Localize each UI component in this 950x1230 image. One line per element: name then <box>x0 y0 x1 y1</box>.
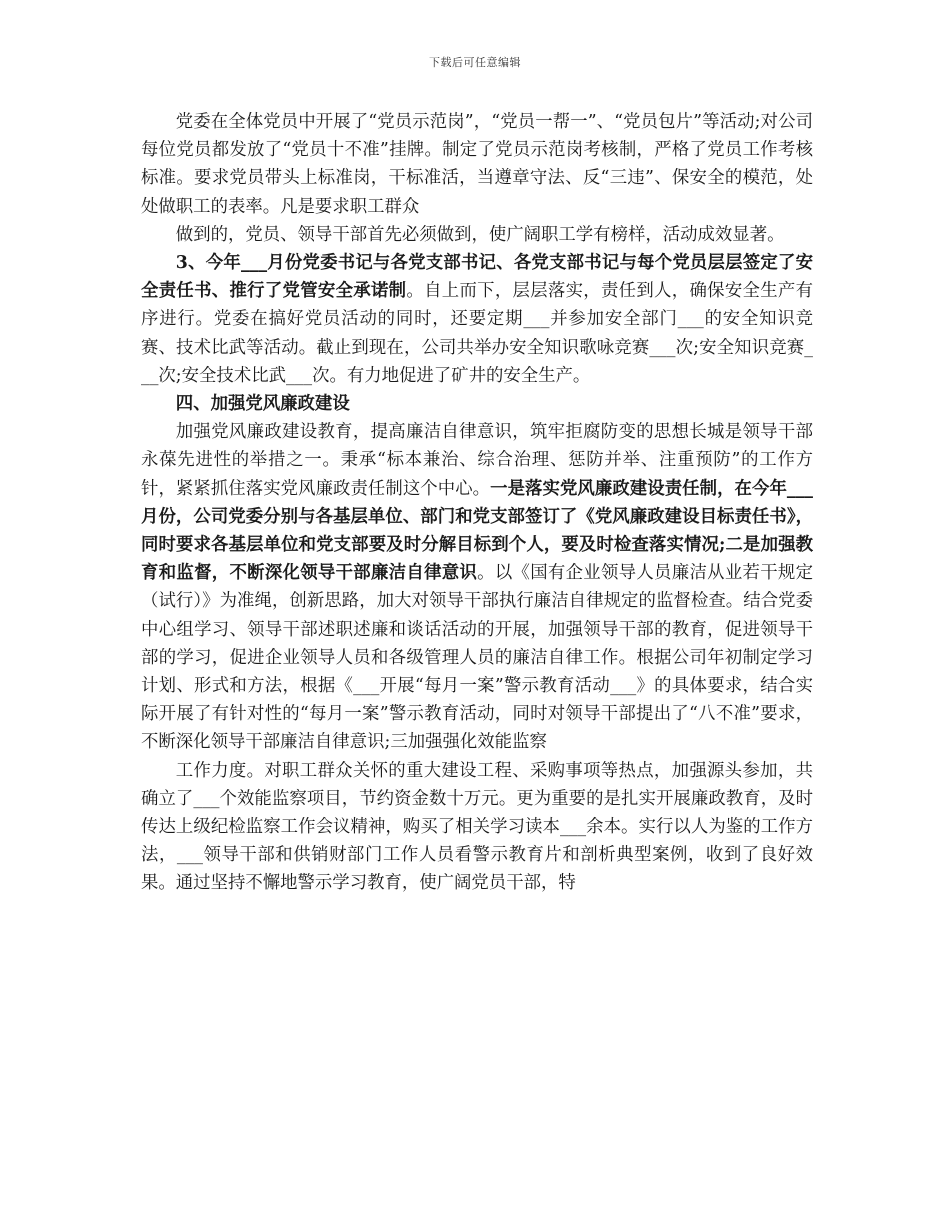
paragraph-bold-text: 3、今年___月份党委书记与各党支部书记、各党支部书记与每个党员层层签定了安全责任书、推行了党管安全承诺制 <box>141 253 813 302</box>
paragraph-efficiency-supervision <box>141 757 813 898</box>
section-heading-integrity <box>141 390 813 418</box>
paragraph-text: 。以《国有企业领导人员廉洁从业若干规定（试行）》为准绳，创新思路，加大对领导干部执行廉洁自律规定的监督检查。结合党委中心组学习、领导干部述职述廉和谈话活动的开展，加强领导干部的教育，促进领导干部的学习，促进企业领导人员和各级管理人员的廉洁自律工作。根据公司年初制定学习计划、形式和方法，根据《___开展“每月一案”警示教育活动___》的具体要求，结合实际开展了有针对性的“每月一案”警示教育活动，同时对领导干部提出了“八不准”要求，不断深化领导干部廉洁自律意识;三加强强化效能监察 <box>141 563 813 753</box>
paragraph-leaders-first <box>141 221 813 249</box>
paragraph-text: 。自上而下，层层落实，责任到人，确保安全生产有序进行。党委在搞好党员活动的同时，还要定期___并参加安全部门___的安全知识竞赛、技术比武等活动。截止到现在，公司共举办安全知识歌咏竞赛___次;安全知识竞赛___次;安全技术比武___次。有力地促进了矿井的安全生产。 <box>141 281 813 386</box>
paragraph-text: 工作力度。对职工群众关怀的重大建设工程、采购事项等热点，加强源头参加，共确立了___个效能监察项目，节约资金数十万元。更为重要的是扎实开展廉政教育，及时传达上级纪检监察工作会议精神，购买了相关学习读本___余本。实行以人为鉴的工作方法，___领导干部和供销财部门工作人员看警示教育片和剖析典型案例，收到了良好效果。通过坚持不懈地警示学习教育，使广阔党员干部，特 <box>141 760 813 894</box>
heading-text: 四、加强党风廉政建设 <box>175 394 350 415</box>
paragraph-text: 党委在全体党员中开展了“党员示范岗”，“党员一帮一”、“党员包片”等活动;对公司每位党员都发放了“党员十不准”挂牌。制定了党员示范岗考核制，严格了党员工作考核标准。要求党员带头上标准岗，干标准活，当遵章守法、反“三违”、保安全的模范，处处做职工的表率。凡是要求职工群众 <box>141 112 813 217</box>
document-body <box>141 108 813 898</box>
paragraph-party-model-activities <box>141 108 813 221</box>
paragraph-integrity-education <box>141 418 813 756</box>
paragraph-safety-responsibility <box>141 249 813 390</box>
paragraph-text: 加强党风廉政建设教育，提高廉洁自律意识，筑牢拒腐防变的思想长城是领导干部永葆先进性的举措之一。秉承“标本兼治、综合治理、惩防并举、注重预防”的工作方针，紧紧抓住落实党风廉政责任制这个中心。 <box>141 422 813 499</box>
page-header: 下载后可任意编辑 <box>429 56 521 69</box>
paragraph-text: 做到的，党员、领导干部首先必须做到，使广阔职工学有榜样，活动成效显著。 <box>175 224 785 245</box>
paragraph-bold-text: 一是落实党风廉政建设责任制，在今年___月份，公司党委分别与各基层单位、部门和党支部签订了《党风廉政建设目标责任书》，同时要求各基层单位和党支部要及时分解目标到个人，要及时检查落实情况;二是加强教育和监督，不断深化领导干部廉洁自律意识 <box>141 478 813 584</box>
